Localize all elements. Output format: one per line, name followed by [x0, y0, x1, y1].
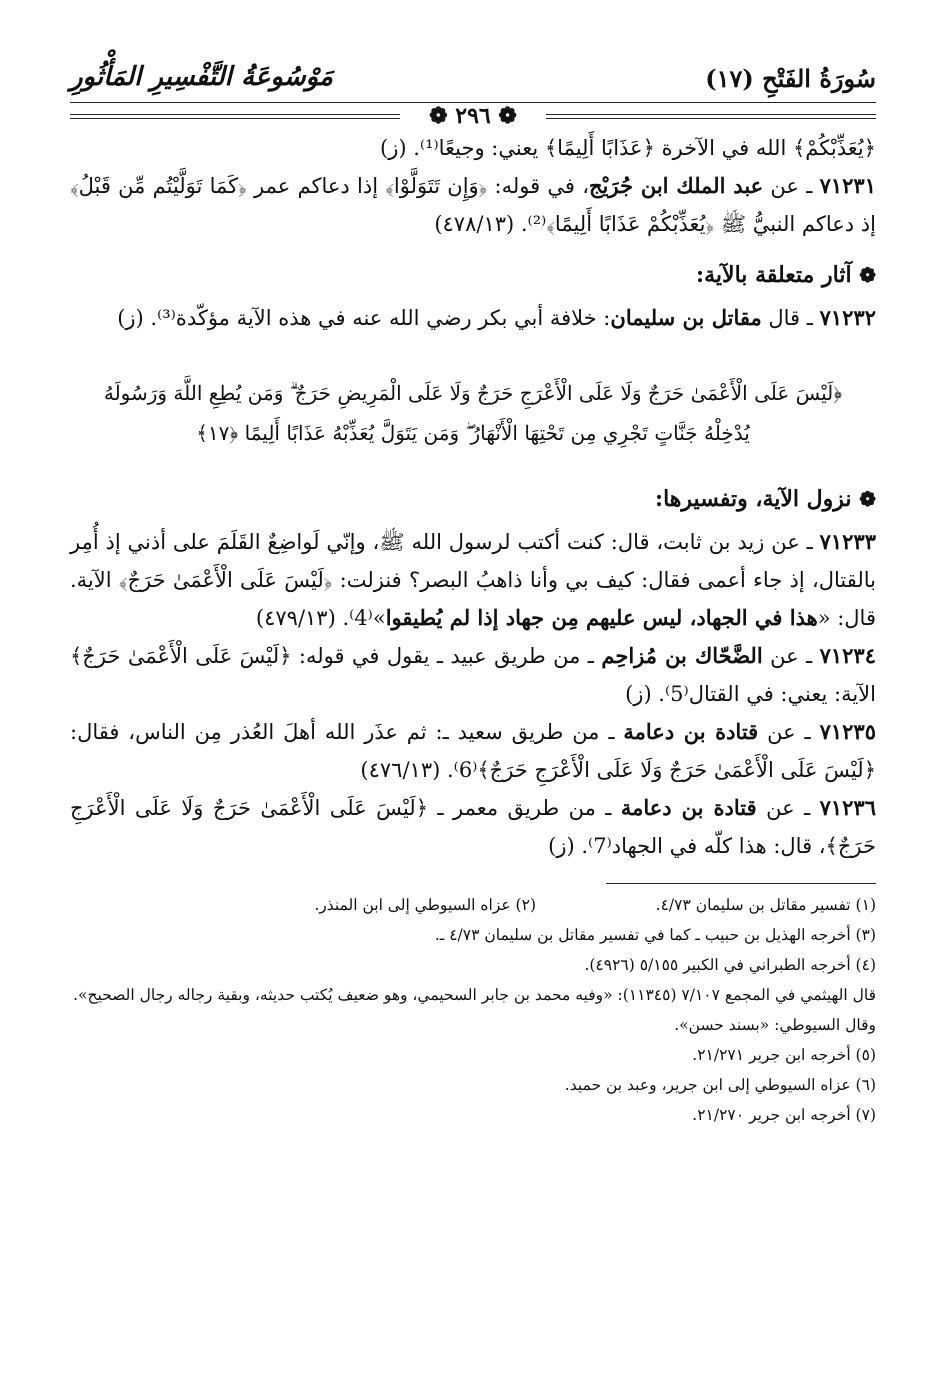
narration-number: ٧١٢٣٥ — [819, 719, 876, 744]
narration-number: ٧١٢٣٤ — [819, 643, 876, 668]
footnote-3: (٣) أخرجه الهذيل بن حبيب ـ كما في تفسير مقاتل بن سليمان ٤/٧٣ ـ. — [434, 926, 876, 944]
footnote-5: (٥) أخرجه ابن جرير ٢١/٢٧١. — [692, 1046, 876, 1064]
footnote-4-note: قال الهيثمي في المجمع ٧/١٠٧ (١١٣٤٥): «وفيه محمد بن جابر السحيمي، وهو ضعيف يُكتب حديثه، وبقية رجاله رجال الصحيح». وقال السيوطي: «بسند حسن». — [73, 986, 876, 1034]
footnote-rule — [606, 883, 876, 884]
section-heading: ❁ آثار متعلقة بالآية: — [70, 257, 876, 293]
narration-71233: ٧١٢٣٣ ـ عن زيد بن ثابت، قال: كنت أكتب لرسول الله ﷺ، وإنّي لَواضِعٌ القَلَمَ على أذني إذ أُمِر بالقتال، إذ جاء أعمى فقال: كيف بي وأنا ذاهبُ البصر؟ فنزلت: ﴿لَيْسَ عَلَى الْأَعْمَىٰ حَرَجٌ﴾ الآية. قال: «هذا في الجهاد، ليس عليهم مِن جهاد إذا لم يُطيقوا»⁽4⁾. (٤٧٩/١٣) — [70, 529, 876, 630]
section-heading: ❁ نزول الآية، وتفسيرها: — [70, 481, 876, 517]
footnote-7: (٧) أخرجه ابن جرير ٢١/٢٧٠. — [692, 1106, 876, 1124]
narration-71232: ٧١٢٣٢ ـ قال مقاتل بن سليمان: خلافة أبي بكر رضي الله عنه في هذه الآية مؤكّدة⁽³⁾. (ز) — [117, 305, 876, 330]
ornament-rule — [70, 114, 400, 119]
footnote-2: (٢) عزاه السيوطي إلى ابن المنذر. — [314, 896, 536, 914]
hadith-text: هذا في الجهاد، ليس عليهم مِن جهاد إذا لم يُطيقوا — [385, 605, 818, 630]
quran-verse: ﴿لَيْسَ عَلَى الْأَعْمَىٰ حَرَجٌ وَلَا عَلَى الْأَعْرَجِ حَرَجٌ وَلَا عَلَى الْمَرِيضِ حَرَجٌ ۗ وَمَن يُطِعِ اللَّهَ وَرَسُولَهُ يُدْخِلْهُ جَنَّاتٍ تَجْرِي مِن تَحْتِهَا الْأَنْهَارُ ۖ وَمَن يَتَوَلَّ يُعَذِّبْهُ عَذَابًا أَلِيمًا ﴿١٧﴾ — [103, 381, 843, 445]
narration-71235: ٧١٢٣٥ ـ عن قتادة بن دعامة ـ من طريق سعيد ـ: ثم عذَر الله أهلَ العُذر مِن الناس، فقال: ﴿لَيْسَ عَلَى الْأَعْمَىٰ حَرَجٌ وَلَا عَلَى الْأَعْرَجِ حَرَجٌ﴾⁽6⁾. (٤٧٦/١٣) — [70, 719, 876, 782]
narrator-name: قتادة بن دعامة — [623, 719, 759, 744]
flower-ornament-icon: ❁ — [859, 263, 876, 287]
narrator-name: الضَّحّاك بن مُزاحِم — [601, 643, 763, 668]
footnote-1: (١) تفسير مقاتل بن سليمان ٤/٧٣. — [655, 896, 876, 914]
paragraph: ﴿يُعَذِّبْكُمْ﴾ الله في الآخرة ﴿عَذَابًا أَلِيمًا﴾ يعني: وجيعًا⁽¹⁾. (ز) — [380, 136, 876, 160]
footnote-6: (٦) عزاه السيوطي إلى ابن جرير، وعبد بن حميد. — [564, 1076, 876, 1094]
sura-title: سُورَةُ الفَتْحِ (١٧) — [705, 64, 876, 93]
narration-number: ٧١٢٣٢ — [819, 305, 876, 330]
narration-number: ٧١٢٣١ — [819, 173, 876, 198]
footnote-row — [70, 890, 876, 920]
narration-number: ٧١٢٣٦ — [819, 795, 876, 820]
narration-71231: ٧١٢٣١ ـ عن عبد الملك ابن جُرَيْج، في قوله: ﴿وَإِن تَتَوَلَّوْا﴾ إذا دعاكم عمر ﴿كَمَا تَوَلَّيْتُم مِّن قَبْلُ﴾ إذ دعاكم النبيُّ ﷺ ﴿يُعَذِّبْكُمْ عَذَابًا أَلِيمًا﴾⁽²⁾. (٤٧٨/١٣) — [70, 173, 876, 236]
footnote-4: (٤) أخرجه الطبراني في الكبير ٥/١٥٥ (٤٩٢٦). — [584, 956, 876, 974]
page-number: ❁ ٢٩٦ ❁ — [429, 103, 517, 129]
narration-71236: ٧١٢٣٦ ـ عن قتادة بن دعامة ـ من طريق معمر ـ ﴿لَيْسَ عَلَى الْأَعْمَىٰ حَرَجٌ وَلَا عَلَى الْأَعْرَجِ حَرَجٌ﴾، قال: هذا كلّه في الجهاد⁽7⁾. (ز) — [70, 795, 876, 858]
narration-71234: ٧١٢٣٤ ـ عن الضَّحّاك بن مُزاحِم ـ من طريق عبيد ـ يقول في قوله: ﴿لَيْسَ عَلَى الْأَعْمَىٰ حَرَجٌ﴾ الآية: يعني: في القتال⁽5⁾. (ز) — [70, 643, 876, 706]
narrator-name: عبد الملك ابن جُرَيْج — [589, 173, 764, 198]
series-title: مَوْسُوعَةُ التَّفْسِيرِ المَأْثُورِ — [70, 62, 333, 92]
page-number-row — [70, 103, 876, 129]
narrator-name: مقاتل بن سليمان — [610, 305, 762, 330]
narrator-name: قتادة بن دعامة — [620, 795, 757, 820]
flower-ornament-icon: ❁ — [859, 487, 876, 511]
narration-number: ٧١٢٣٣ — [819, 529, 876, 554]
page — [70, 58, 876, 1130]
running-header — [70, 58, 876, 103]
